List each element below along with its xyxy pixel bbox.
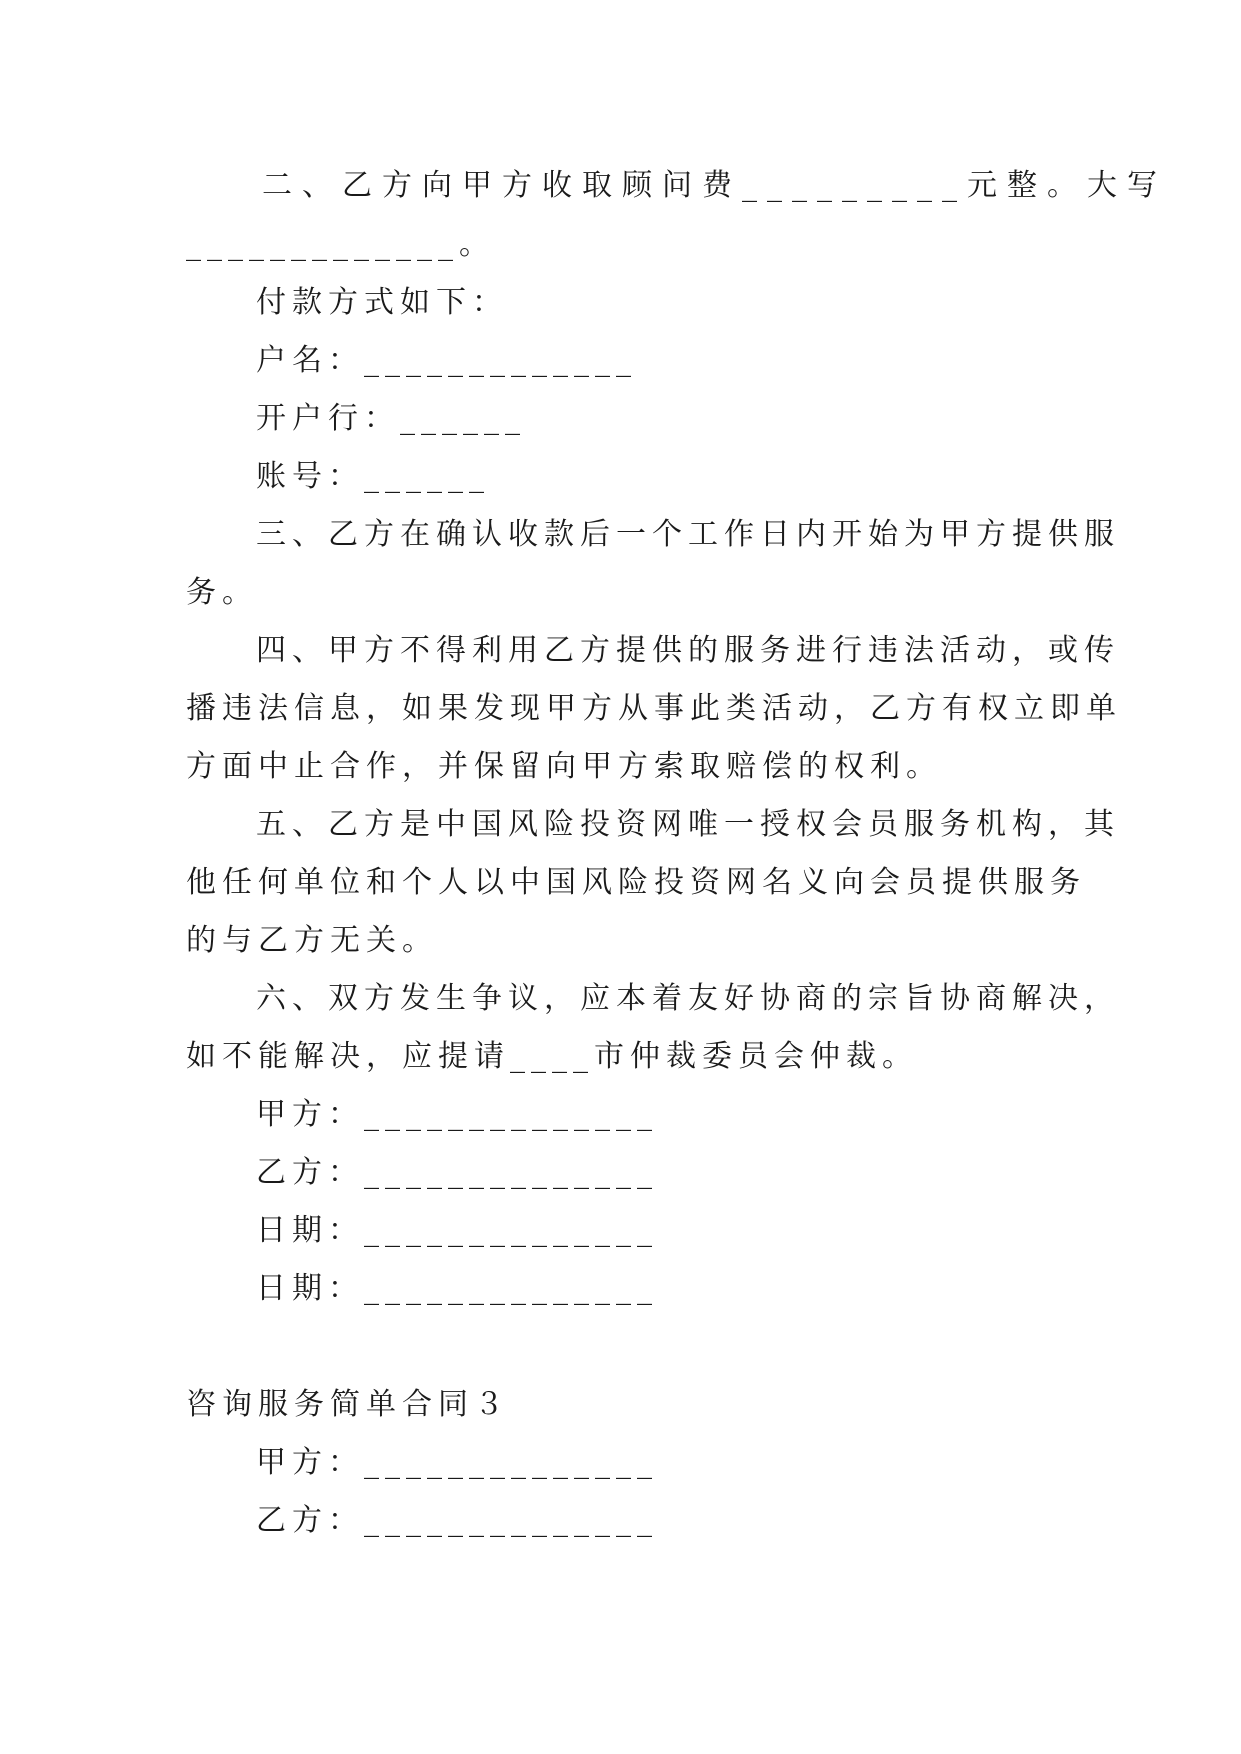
clause-2-line-2: _____________。 [186,227,495,262]
signature-date-1: 日期：______________ [256,1213,658,1248]
contract-3-title: 咨询服务简单合同３ [186,1387,510,1422]
clause-3-line-2: 务。 [186,575,258,610]
payment-account-name: 户名：_____________ [256,343,637,378]
clause-5-line-2: 他任何单位和个人以中国风险投资网名义向会员提供服务 [186,865,1086,900]
clause-3-line-1: 三、乙方在确认收款后一个工作日内开始为甲方提供服 [256,517,1120,552]
clause-5-line-1: 五、乙方是中国风险投资网唯一授权会员服务机构，其 [256,807,1120,842]
contract-3-party-a: 甲方：______________ [256,1445,658,1480]
clause-4-line-3: 方面中止合作，并保留向甲方索取赔偿的权利。 [186,749,942,784]
signature-date-2: 日期：______________ [256,1271,658,1306]
payment-account-number: 账号：______ [256,459,490,494]
clause-5-line-3: 的与乙方无关。 [186,923,438,958]
contract-3-party-b: 乙方：______________ [256,1503,658,1538]
clause-6-line-2: 如不能解决，应提请____市仲裁委员会仲裁。 [186,1039,918,1074]
signature-party-b: 乙方：______________ [256,1155,658,1190]
clause-4-line-2: 播违法信息，如果发现甲方从事此类活动，乙方有权立即单 [186,691,1122,726]
payment-intro: 付款方式如下： [256,285,508,320]
payment-bank: 开户行：______ [256,401,526,436]
clause-6-line-1: 六、双方发生争议，应本着友好协商的宗旨协商解决， [256,981,1120,1016]
signature-party-a: 甲方：______________ [256,1097,658,1132]
clause-4-line-1: 四、甲方不得利用乙方提供的服务进行违法活动，或传 [256,633,1120,668]
clause-2-line-1: 二、乙方向甲方收取顾问费_________元整。大写 [262,168,1167,203]
